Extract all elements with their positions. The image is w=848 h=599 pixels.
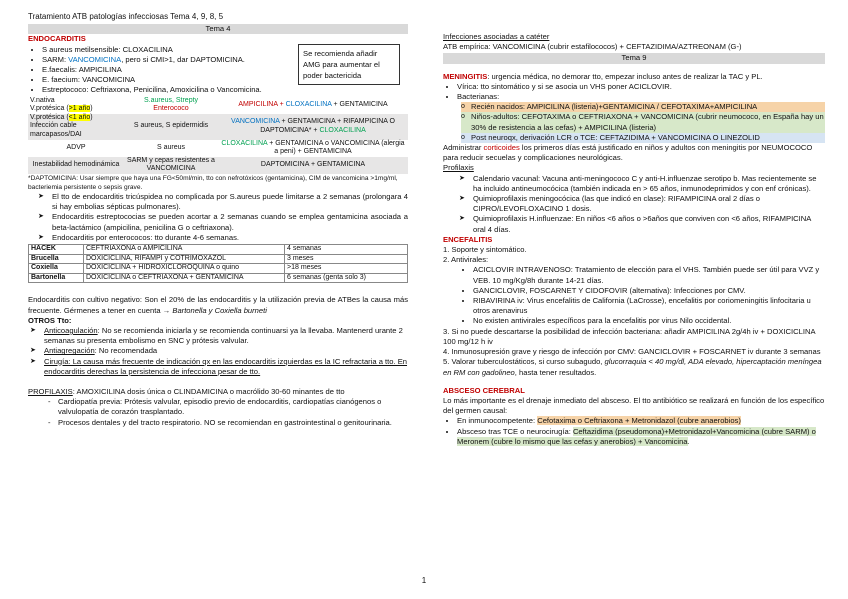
enc-item-2: 2. Antivirales: — [443, 255, 489, 265]
list-item: • E. faecium: VANCOMICINA — [42, 75, 304, 85]
list-item: • Vírica: tto sintomático y si se asocia un VHS poner ACICLOVIR. — [457, 82, 825, 92]
profilaxis-title: Profilaxis — [443, 163, 474, 173]
table-row: Coxiella DOXICICLINA + HIDROXICLOROQUINA o quino >18 meses — [29, 264, 408, 274]
table-row: Bartonella DOXICICLINA o CEFTRIAXONA + GENTAMICINA 6 semanas (genta solo 3) — [29, 273, 408, 283]
encefalitis-title: ENCEFALITIS — [443, 234, 493, 244]
catheter-title: Infecciones asociadas a catéter — [443, 32, 550, 41]
enc-item-1: 1. Soporte y sintomático. — [443, 245, 527, 255]
table-row: V.nativa S.aureus, Strepty AMPICILINA + CLOXACILINA + GENTAMICINA — [30, 96, 388, 108]
list-item: ➤ Antiagregación: No recomendada — [34, 346, 408, 356]
table-row: ADVP S aureus CLOXACILINA + GENTAMICINA o VANCOMICINA (alergia a peni) + GENTAMICINA — [66, 139, 405, 156]
page-number: 1 — [421, 576, 427, 585]
culture-negative-table — [28, 244, 408, 283]
list-item: ➤ Endocarditis por enterococos: tto durante 4-6 semanas. — [42, 233, 408, 243]
tema9-header: Tema 9 — [443, 53, 825, 63]
table-row: HACEK CEFTRIAXONA o AMPICILINA 4 semanas — [29, 244, 408, 254]
table-row: Brucella DOXICICLINA, RIFAMPI y COTRIMOXAZOL 3 meses — [29, 254, 408, 264]
profilaxis-list — [28, 397, 408, 428]
list-item: • S aureus metilsensible: CLOXACILINA — [42, 45, 304, 55]
list-item: • Absceso tras TCE o neurocirugía: Ceftazidima (pseudomona)+Metronidazol+Vancomicina (cubre SARM) o Meronem (cubre lo mismo que las cefas y anerobios) + Vancomicina. — [457, 427, 825, 447]
list-item: o Recién nacidos: AMPICILINA (listeria)+GENTAMICINA / CEFOTAXIMA+AMPICILINA — [461, 102, 825, 112]
meningitis-profilaxis-list — [443, 174, 825, 235]
list-item: ➤ Cirugía: La causa más frecuente de indicación qx en las endocarditis izquierdas es la IC refractaria a tto. En endocarditis derechas la persistencia de infecciona pesar de tto. — [34, 357, 408, 377]
tema4-header: Tema 4 — [28, 24, 408, 34]
list-item: ➤ Quimioprofilaxis meningocócica (las que indicó en clase): RIFAMPICINA oral 2 días o CIPRO/LEVOFLOXACINO 1 dosis. — [463, 194, 825, 214]
list-item: ➤ El tto de endocarditis tricúspidea no complicada por S.aureus puede limitarse a 2 semanas (prolongara 4 si hay embolias sépticas pulmonares). — [42, 192, 408, 212]
endocarditis-notes — [28, 192, 408, 243]
endocarditis-list — [28, 45, 304, 96]
endocarditis-title: ENDOCARDITIS — [28, 34, 86, 44]
enc-item-4: 4. Inmunosupresión grave y riesgo de infección por CMV: GANCICLOVIR + FOSCARNET iv durante 3 semanas — [443, 347, 821, 357]
list-item: - Procesos dentales y del tracto respiratorio. NO se recomiendan en gastrointestinal o genitourinaria. — [48, 418, 408, 428]
endocarditis-table — [28, 97, 408, 174]
absceso-list — [443, 416, 825, 447]
absceso-text: Lo más importante es el drenaje inmediato del absceso. El tto antibiótico se realizará en función de los específico del germen causal: — [443, 395, 825, 416]
profilaxis-paragraph: PROFILAXIS: AMOXICILINA dosis única o CLINDAMICINA o macrólido 30-60 minantes de tto — [28, 386, 345, 396]
table-row: V.protésica (>1 año) Enterococo — [30, 105, 189, 113]
antivirals-list — [443, 265, 825, 326]
meningitis-list — [443, 82, 825, 102]
list-item: • ACICLOVIR INTRAVENOSO: Tratamiento de elección para el VHS. También puede ser útil para VVZ y VEB. 10 mg/Kg/8h durante 14-21 días. — [473, 265, 825, 285]
left-column — [28, 12, 408, 428]
bacterial-meningitis-list — [443, 102, 825, 143]
list-item: • SARM: VANCOMICINA, pero si CMI>1, dar DAPTOMICINA. — [42, 55, 304, 65]
list-item: • GANCICLOVIR, FOSCARNET Y CIDOFOVIR (alternativa): Infecciones por CMV. — [473, 286, 825, 296]
right-column — [443, 32, 825, 447]
amg-callout: Se recomienda añadir AMG para aumentar el poder bactericida — [298, 44, 400, 85]
corticoids-paragraph: Administrar corticoides los primeros días está justificado en niños y adultos con meningitis por NEUMOCOCO para reducir secuelas y complicaciones neurológicas. — [443, 143, 813, 163]
list-item: - Cardiopatía previa: Prótesis valvular, episodio previo de endocarditis, cardiopatías cianógenos o valvulopatía de corazón trasplantado. — [48, 397, 408, 417]
other-treatments-list — [28, 326, 408, 377]
document-title: Tratamiento ATB patologías infecciosas Tema 4, 9, 8, 5 — [28, 12, 224, 21]
culture-negative-paragraph: Endocarditis con cultivo negativo: Son el 20% de las endocarditis y la utilización previa de ATBes la causa más frecuente. Gérmenes a tener en cuenta → Bartonella y Coxiella burneti OTROS Tto: — [28, 295, 408, 325]
table-row: Inestabilidad hemodinámica SARM y cepas resistentes a VANCOMICINA DAPTOMICINA + GENTAMICINA — [28, 157, 408, 174]
absceso-title: ABSCESO CEREBRAL — [443, 385, 525, 395]
enc-item-5: 5. Valorar tuberculostáticos, si curso subagudo, glucorraquia < 40 mg/dl, ADA elevado, hipercaptación meníngea en RM con gadolineo, hasta tener resultados. — [443, 357, 822, 377]
meningitis-paragraph: MENINGITIS: urgencia médica, no demorar tto, empezar incluso antes de realizar la TAC y PL. — [443, 71, 763, 81]
enc-item-3: 3. Si no puede descartarse la posibilidad de infección bacteriana: añadir AMPICILINA 2g/4h iv + DOXICICLINA 100 mg/12 h iv — [443, 326, 816, 346]
table-row: V.protésica (<1 año) Infección cable marcapasos/DAI S aureus, S epidermidis VANCOMICINA + GENTAMICINA + RIFAMPICINA O DAPTOMICINA* + CLOXACILINA — [28, 114, 408, 140]
list-item: • Estreptococo: Ceftriaxona, Penicilina, Amoxicilina o Vancomicina. — [42, 85, 362, 95]
list-item: • En inmunocompetente: Cefotaxima o Ceftriaxona + Metronidazol (cubre anaerobios) — [457, 416, 825, 426]
list-item: ➤ Calendario vacunal: Vacuna anti-meningococo C y anti-H.influenzae serotipo b. Mas recientemente se ha incluido antineumocócica (también indicada en > 65 años, inmunodeprimidos y con enf crónicas). — [463, 174, 825, 194]
list-item: ➤ Endocarditis estreptococias se pueden acortar a 2 semanas cuando se emplea gentamicina asociada a beta-lactámico (ampicilina, penicilina G o ceftriaxona). — [42, 212, 408, 232]
daptomicina-note: *DAPTOMICINA: Usar siempre que haya una FG<50ml/min, tto con nefrotóxicos (gentamicina), CIM de vancomicina >1mg/ml, bacteriemia persistente o sepsis grave. — [28, 174, 398, 191]
list-item: • No existen antivirales específicos para la encefalitis por virus Nilo occidental. — [473, 316, 825, 326]
list-item: ➤ Quimioprofilaxis H.influenzae: En niños <6 años o >6años que conviven con <6 años, RIFAMPICINA oral 4 días. — [463, 214, 825, 234]
list-item: ➤ Anticoagulación: No se recomienda iniciarla y se recomienda continuarsi ya la llevaba. Mantenerd urante 2 semanas su presenta embolismo en SNC y prótesis valvular. — [34, 326, 408, 346]
list-item: • RIBAVIRINA iv: Virus encefalitis de California (LaCrosse), encefalitis por coriomeningitis linfocitaria u otros arenavirus — [473, 296, 825, 316]
list-item: o Post neuroqx, derivación LCR o TCE: CEFTAZIDIMA + VANCOMICINA O LINEZOLID — [461, 133, 825, 143]
list-item: o Niños-adultos: CEFOTAXIMA o CEFTRIAXONA + VANCOMICINA (cubrir neumococo, en España hay un 30% de resistencia a las cefas) + AMPICILINA (listeria) — [461, 112, 825, 132]
catheter-text: ATB empírica: VANCOMICINA (cubrir estafilococos) + CEFTAZIDIMA/AZTREONAM (G-) — [443, 42, 742, 52]
list-item: • E.faecalis: AMPICILINA — [42, 65, 304, 75]
list-item: • Bacterianas: — [457, 92, 825, 102]
